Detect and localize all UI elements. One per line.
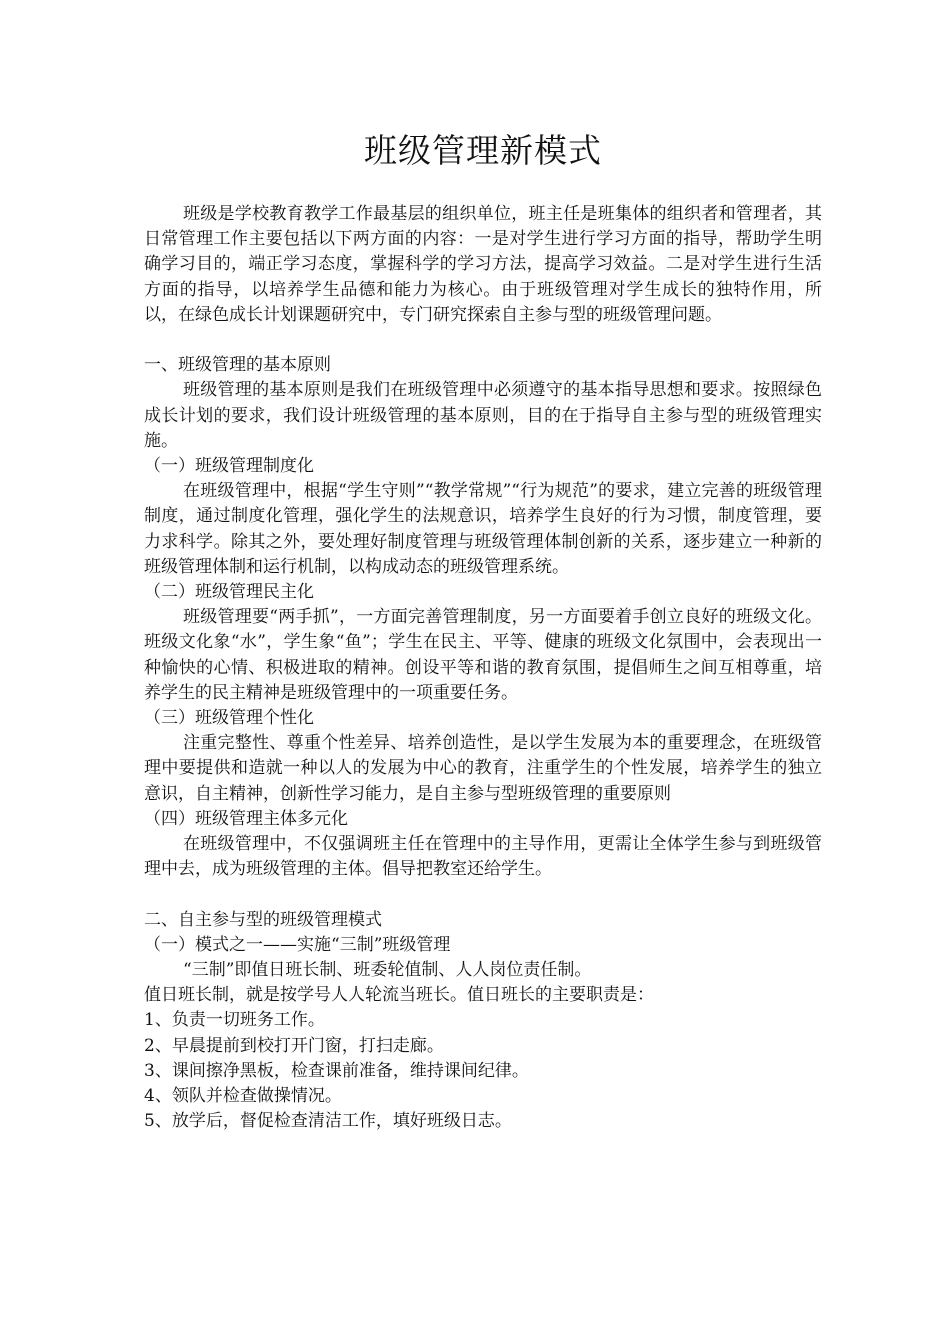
document-body <box>144 202 822 1134</box>
blank-line <box>144 882 822 907</box>
intro-paragraph: 班级是学校教育教学工作最基层的组织单位，班主任是班集体的组织者和管理者，其日常管理工作主要包括以下两方面的内容：一是对学生进行学习方面的指导，帮助学生明确学习目的，端正学习态度，掌握科学的学习方法，提高学习效益。二是对学生进行生活方面的指导，以培养学生品德和能力为核心。由于班级管理对学生成长的独特作用，所以，在绿色成长计划课题研究中，专门研究探索自主参与型的班级管理问题。 <box>144 204 822 325</box>
duty-item: 5、放学后，督促检查清洁工作，填好班级日志。 <box>144 1111 512 1132</box>
section1-sub4-heading: （四）班级管理主体多元化 <box>144 808 348 829</box>
section1-sub4-text: 在班级管理中，不仅强调班主任在管理中的主导作用，更需让全体学生参与到班级管理中去，成为班级管理的主体。倡导把教室还给学生。 <box>144 834 822 880</box>
section1-sub2-text: 班级管理要“两手抓”，一方面完善管理制度，另一方面要着手创立良好的班级文化。班级文化象“水”，学生象“鱼”；学生在民主、平等、健康的班级文化氛围中，会表现出一种愉快的心情、积极进取的精神。创设平等和谐的教育氛围，提倡师生之间互相尊重，培养学生的民主精神是班级管理中的一项重要任务。 <box>144 607 822 703</box>
duty-item: 2、早晨提前到校打开门窗，打扫走廊。 <box>144 1035 444 1056</box>
section1-intro: 班级管理的基本原则是我们在班级管理中必须遵守的基本指导思想和要求。按照绿色成长计划的要求，我们设计班级管理的基本原则，目的在于指导自主参与型的班级管理实施。 <box>144 380 822 451</box>
section1-sub3-text: 注重完整性、尊重个性差异、培养创造性，是以学生发展为本的重要理念，在班级管理中要提供和造就一种以人的发展为中心的教育，注重学生的个性发展，培养学生的独立意识，自主精神，创新性学习能力，是自主参与型班级管理的重要原则 <box>144 733 822 804</box>
duty-item: 1、负责一切班务工作。 <box>144 1010 325 1031</box>
duty-item: 4、领队并检查做操情况。 <box>144 1086 342 1107</box>
blank-line <box>144 328 822 353</box>
duty-intro: 值日班长制，就是按学号人人轮流当班长。值日班长的主要职责是： <box>144 985 654 1006</box>
section2-sub1-intro: “三制”即值日班长制、班委轮值制、人人岗位责任制。 <box>183 960 592 981</box>
section1-sub1-text: 在班级管理中，根据“学生守则”“教学常规”“行为规范”的要求，建立完善的班级管理制度，通过制度化管理，强化学生的法规意识，培养学生良好的行为习惯，制度管理，要力求科学。除其之外，要处理好制度管理与班级管理体制创新的关系，逐步建立一种新的班级管理体制和运行机制，以构成动态的班级管理系统。 <box>144 481 822 577</box>
document-title: 班级管理新模式 <box>364 131 602 170</box>
section1-sub2-heading: （二）班级管理民主化 <box>144 582 314 603</box>
section2-heading: 二、自主参与型的班级管理模式 <box>144 909 382 930</box>
section1-heading: 一、班级管理的基本原则 <box>144 355 331 376</box>
section1-sub1-heading: （一）班级管理制度化 <box>144 456 314 477</box>
section2-sub1-heading: （一）模式之一——实施“三制”班级管理 <box>144 934 451 955</box>
duty-item: 3、课间擦净黑板，检查课前准备，维持课间纪律。 <box>144 1060 529 1081</box>
section1-sub3-heading: （三）班级管理个性化 <box>144 708 314 729</box>
